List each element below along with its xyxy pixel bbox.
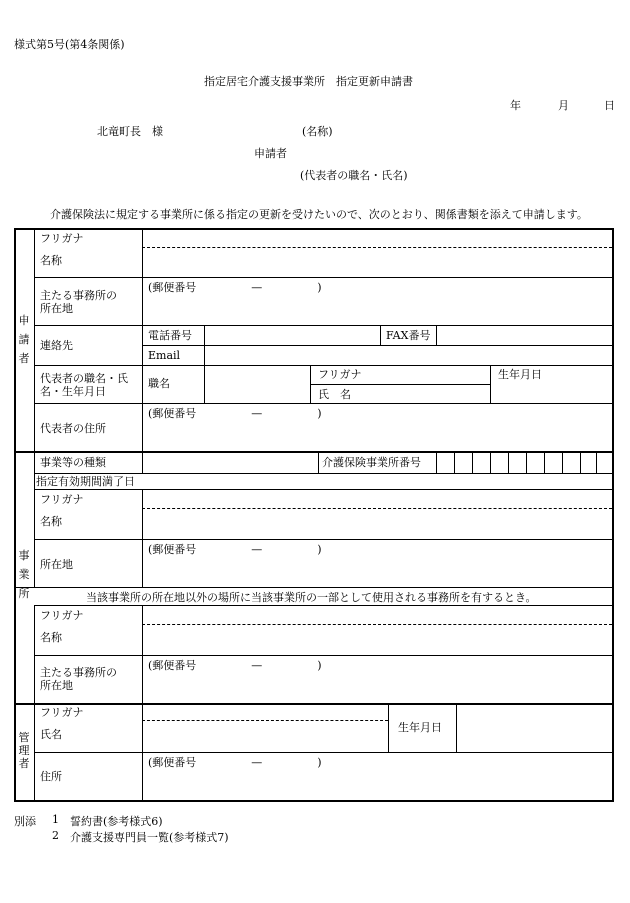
representative-address-label: 代表者の住所: [40, 422, 106, 435]
office-name-label: 名称: [40, 515, 62, 528]
manager-birthdate-label: 生年月日: [398, 721, 442, 734]
applicant-group-label: 申 請 者: [18, 314, 30, 365]
email-label: Email: [148, 349, 181, 362]
office-group-label: 事 業 所: [18, 549, 30, 600]
phone-label: 電話番号: [148, 329, 192, 342]
applicant-postal-code: (郵便番号 — ): [148, 281, 322, 294]
date-year: 年: [510, 99, 521, 112]
job-title-label: 職名: [148, 377, 170, 390]
office-furigana-label: フリガナ: [40, 493, 84, 506]
applicant-office-address-label: 主たる事務所の 所在地: [40, 289, 117, 315]
business-type-label: 事業等の種類: [40, 456, 106, 469]
representative-furigana-label: フリガナ: [318, 368, 362, 381]
representative-postal-code: (郵便番号 — ): [148, 407, 322, 420]
addressee: 北竜町長 様: [97, 125, 163, 138]
manager-address-label: 住所: [40, 770, 62, 783]
date-day: 日: [604, 99, 615, 112]
representative-label: 代表者の職名・氏 名・生年月日: [40, 372, 128, 398]
applicant-furigana-label: フリガナ: [40, 232, 84, 245]
manager-furigana-label: フリガナ: [40, 706, 84, 719]
office-location-label: 所在地: [40, 558, 73, 571]
form-number: 様式第5号(第4条関係): [14, 38, 125, 51]
satellite-postal-code: (郵便番号 — ): [148, 659, 322, 672]
manager-name-label: 氏名: [40, 728, 62, 741]
name-paren: (名称): [302, 125, 333, 138]
applicant-label: 申請者: [254, 147, 287, 160]
representative-name-label: 氏 名: [318, 388, 351, 401]
attachments-label: 別添: [14, 815, 36, 828]
attachment-no: 1: [52, 813, 59, 826]
manager-postal-code: (郵便番号 — ): [148, 756, 322, 769]
satellite-office-address-label: 主たる事務所の 所在地: [40, 666, 117, 692]
manager-group-label: 管 理 者: [18, 731, 30, 770]
page-title: 指定居宅介護支援事業所 指定更新申請書: [204, 75, 413, 88]
attachment-item: 誓約書(参考様式6): [70, 815, 163, 828]
satellite-office-note: 当該事業所の所在地以外の場所に当該事業所の一部として使用される事務所を有するとき。: [86, 591, 537, 604]
applicant-name-label: 名称: [40, 254, 62, 267]
contact-label: 連絡先: [40, 339, 73, 352]
insurance-number-label: 介護保険事業所番号: [322, 456, 421, 469]
attachment-item: 介護支援専門員一覧(参考様式7): [70, 831, 229, 844]
date-month: 月: [558, 99, 569, 112]
expiry-date-label: 指定有効期間満了日: [36, 475, 135, 488]
satellite-name-label: 名称: [40, 631, 62, 644]
attachment-no: 2: [52, 829, 59, 842]
intro-text: 介護保険法に規定する事業所に係る指定の更新を受けたいので、次のとおり、関係書類を添えて申請します。: [50, 208, 588, 221]
representative-birthdate-label: 生年月日: [498, 368, 542, 381]
fax-label: FAX番号: [386, 329, 431, 342]
rep-paren: (代表者の職名・氏名): [300, 169, 408, 182]
office-postal-code: (郵便番号 — ): [148, 543, 322, 556]
satellite-furigana-label: フリガナ: [40, 609, 84, 622]
